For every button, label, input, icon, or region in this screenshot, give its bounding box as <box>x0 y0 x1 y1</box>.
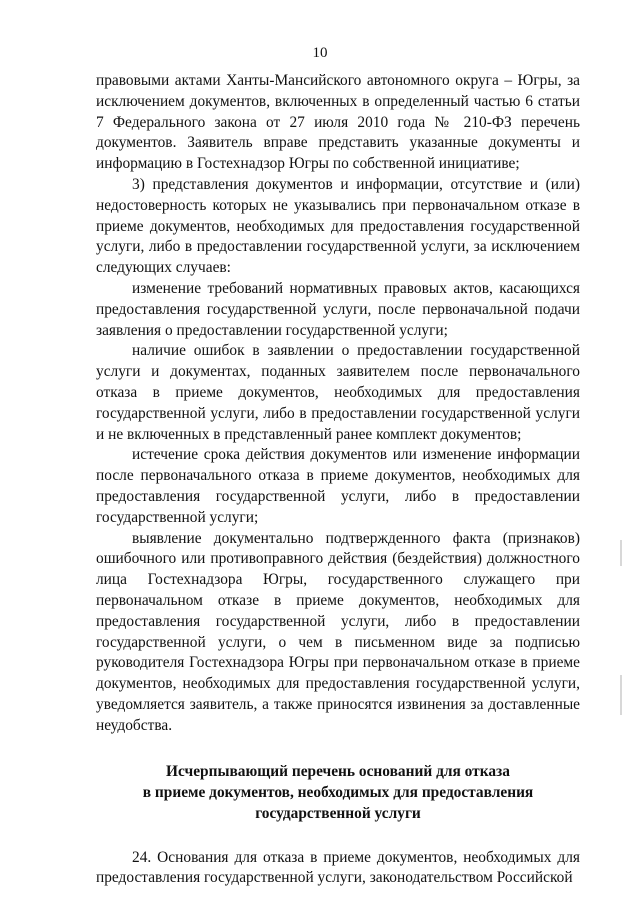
paragraph-continuation: правовыми актами Ханты-Мансийского автономного округа – Югры, за исключением документов, включенных в определенный частью 6 статьи 7 Федерального закона от 27 июля 2010 года № 210-ФЗ перечень документов. Заявитель вправе представить указанные документы и информацию в Гостехнадзор Югры по собственной инициативе; <box>96 72 580 173</box>
section-heading <box>96 761 580 824</box>
scan-margin-mark <box>620 540 622 566</box>
section-heading-line-3: государственной услуги <box>255 804 421 822</box>
paragraph-exception-3: истечение срока действия документов или изменение информации после первоначального отказа в приеме документов, необходимых для предоставления государственной услуги, либо в предоставлении государственной услуги; <box>96 446 580 526</box>
page-number: 10 <box>312 45 328 61</box>
paragraph-exception-1: изменение требований нормативных правовых актов, касающихся предоставления государственной услуги, после первоначальной подачи заявления о предоставлении государственной услуги; <box>96 279 580 339</box>
paragraph-exception-2: наличие ошибок в заявлении о предоставлении государственной услуги и документах, поданных заявителем после первоначального отказа в приеме документов, необходимых для предоставления государственной услуги, либо в предоставлении государственной услуги и не включенных в представленный ранее комплект документов; <box>96 342 580 443</box>
paragraph-item-3: 3) представления документов и информации, отсутствие и (или) недостоверность которых не указывались при первоначальном отказе в приеме документов, необходимых для предоставления государственной услуги, либо в предоставлении государственной услуги, за исключением следующих случаев: <box>96 175 580 277</box>
paragraph-24: 24. Основания для отказа в приеме документов, необходимых для предоставления государственной услуги, законодательством Российской <box>96 848 580 887</box>
section-heading-line-2: в приеме документов, необходимых для предоставления <box>142 783 534 801</box>
scan-margin-mark <box>620 675 622 715</box>
section-heading-line-1: Исчерпывающий перечень оснований для отказа <box>166 762 510 780</box>
document-body <box>96 71 580 889</box>
paragraph-exception-4: выявление документально подтвержденного факта (признаков) ошибочного или противоправного действия (бездействия) должностного лица Гостехнадзора Югры, государственного служащего при первоначальном отказе в приеме документов, необходимых для предоставления государственной услуги, либо в предоставлении государственной услуги, о чем в письменном виде за подписью руководителя Гостехнадзора Югры при первоначальном отказе в приеме документов, необходимых для предоставления государственной услуги, уведомляется заявитель, а также приносятся извинения за доставленные неудобства. <box>96 529 580 734</box>
